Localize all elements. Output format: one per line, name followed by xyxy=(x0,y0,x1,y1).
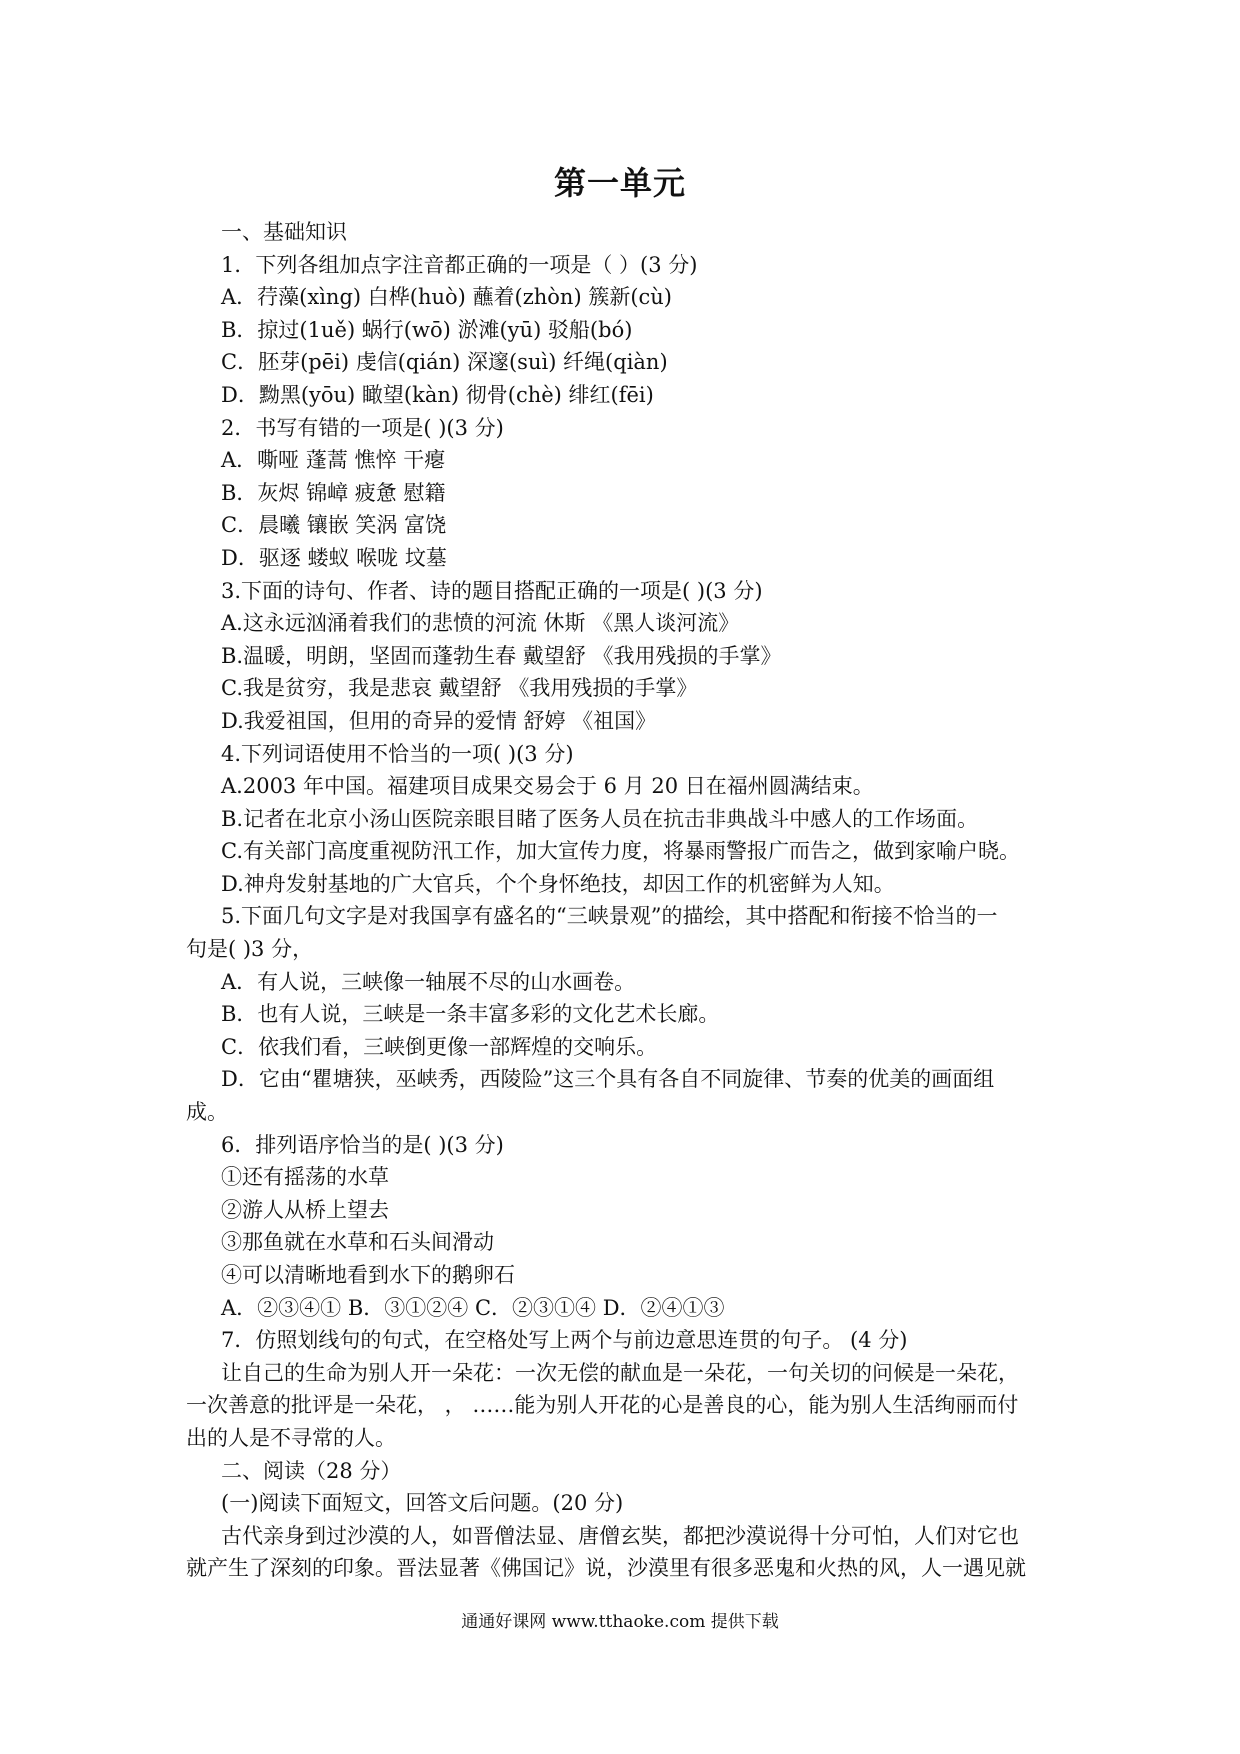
page-footer: 通通好课网 www.tthaoke.com 提供下载 xyxy=(461,1612,779,1632)
text-line: 句是( )3 分， xyxy=(186,937,314,962)
text-line: 7．仿照划线句的句式，在空格处写上两个与前边意思连贯的句子。 (4 分) xyxy=(221,1328,908,1353)
text-line: D.神舟发射基地的广大官兵，个个身怀绝技，却因工作的机密鲜为人知。 xyxy=(221,871,895,896)
text-line: ③那鱼就在水草和石头间滑动 xyxy=(221,1230,494,1255)
text-line: B．也有人说，三峡是一条丰富多彩的文化艺术长廊。 xyxy=(221,1002,720,1027)
text-line: A.这永远汹涌着我们的悲愤的河流 休斯 《黑人谈河流》 xyxy=(221,611,740,636)
text-line: A．嘶哑 蓬蒿 憔悴 干瘪 xyxy=(221,448,446,473)
text-line: A．有人说，三峡像一轴展不尽的山水画卷。 xyxy=(221,969,636,994)
text-line: ④可以清晰地看到水下的鹅卵石 xyxy=(221,1263,515,1287)
text-line: A．荇藻(xìng) 白桦(huò) 蘸着(zhòn) 簇新(cù) xyxy=(221,285,672,310)
text-line: C．依我们看，三峡倒更像一部辉煌的交响乐。 xyxy=(221,1034,658,1059)
text-line: 出的人是不寻常的人。 xyxy=(186,1425,396,1450)
text-line: 6．排列语序恰当的是( )(3 分) xyxy=(221,1132,504,1157)
text-line: C．晨曦 镶嵌 笑涡 富饶 xyxy=(221,513,447,538)
text-line: D．它由“瞿塘狭，巫峡秀，西陵险”这三个具有各自不同旋律、节奏的优美的画面组 xyxy=(221,1067,995,1092)
text-line: C．胚芽(pēi) 虔信(qián) 深邃(suì) 纤绳(qiàn) xyxy=(221,350,668,375)
text-line: 古代亲身到过沙漠的人，如晋僧法显、唐僧玄奘，都把沙漠说得十分可怕，人们对它也 xyxy=(221,1523,1019,1548)
text-line: 二、阅读（28 分） xyxy=(221,1458,402,1483)
text-line: D.我爱祖国，但用的奇异的爱情 舒婷 《祖国》 xyxy=(221,708,657,733)
text-line: D．黝黑(yōu) 瞰望(kàn) 彻骨(chè) 绯红(fēi) xyxy=(221,382,654,407)
text-line: 一、基础知识 xyxy=(221,220,347,244)
text-line: 让自己的生命为别人开一朵花：一次无偿的献血是一朵花，一句关切的问候是一朵花， xyxy=(221,1360,1019,1385)
text-line: 成。 xyxy=(186,1100,228,1125)
text-line: ①还有摇荡的水草 xyxy=(221,1165,389,1190)
text-line: 一次善意的批评是一朵花， ， ……能为别人开花的心是善良的心，能为别人生活绚丽而付 xyxy=(186,1393,1019,1418)
text-line: A．②③④① B．③①②④ C．②③①④ D．②④①③ xyxy=(221,1295,725,1320)
text-line: B.记者在北京小汤山医院亲眼目睹了医务人员在抗击非典战斗中感人的工作场面。 xyxy=(221,806,979,831)
text-line: 3.下面的诗句、作者、诗的题目搭配正确的一项是( )(3 分) xyxy=(221,578,763,603)
text-line: C.有关部门高度重视防汛工作，加大宣传力度，将暴雨警报广而告之，做到家喻户晓。 xyxy=(221,839,1020,864)
text-line: D．驱逐 蝼蚁 喉咙 坟墓 xyxy=(221,545,447,570)
text-line: (一)阅读下面短文，回答文后问题。(20 分) xyxy=(221,1491,624,1516)
text-line: A.2003 年中国。福建项目成果交易会于 6 月 20 日在福州圆满结束。 xyxy=(221,774,874,799)
text-line: 2．书写有错的一项是( )(3 分) xyxy=(221,415,504,440)
text-line: 5.下面几句文字是对我国享有盛名的“三峡景观”的描绘，其中搭配和衔接不恰当的一 xyxy=(221,904,998,929)
text-line: B．灰烬 锦嶂 疲惫 慰籍 xyxy=(221,480,446,505)
text-line: 4.下列词语使用不恰当的一项( )(3 分) xyxy=(221,741,574,766)
text-line: 1．下列各组加点字注音都正确的一项是（ ）(3 分) xyxy=(221,252,698,277)
text-line: ②游人从桥上望去 xyxy=(221,1197,389,1222)
page-title: 第一单元 xyxy=(553,164,686,202)
text-line: B.温暖，明朗，坚固而蓬勃生春 戴望舒 《我用残损的手掌》 xyxy=(221,643,782,668)
document-body xyxy=(186,216,1068,1585)
text-line: B．掠过(1uě) 蜗行(wō) 淤滩(yū) 驳船(bó) xyxy=(221,317,633,342)
text-line: 就产生了深刻的印象。晋法显著《佛国记》说，沙漠里有很多恶鬼和火热的风，人一遇见就 xyxy=(186,1556,1026,1581)
text-line: C.我是贫穷，我是悲哀 戴望舒 《我用残损的手掌》 xyxy=(221,676,698,701)
